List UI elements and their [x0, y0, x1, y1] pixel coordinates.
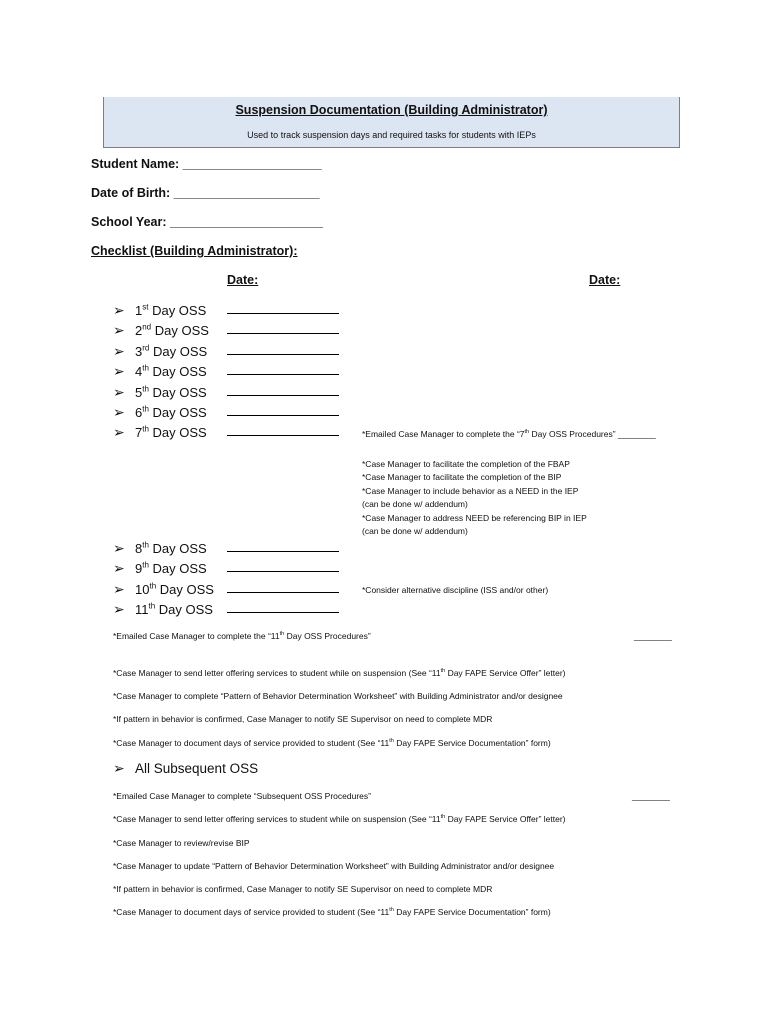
day-oss-item: [113, 539, 225, 557]
day-oss-text: Day OSS: [148, 540, 207, 556]
day-ordinal-suffix: rd: [142, 343, 150, 353]
day-ordinal-suffix: nd: [142, 322, 152, 332]
arrow-bullet-icon: ➢: [113, 539, 125, 556]
arrow-bullet-icon: ➢: [113, 321, 125, 338]
subsequent-oss-label: All Subsequent OSS: [135, 761, 259, 776]
day-oss-label: [135, 561, 225, 576]
eleventh-day-task: *Case Manager to complete “Pattern of Behavior Determination Worksheet” with Building Administrator and/or designee: [113, 691, 563, 701]
date-entry-line[interactable]: [227, 551, 339, 552]
school-year-field[interactable]: School Year: ______________________: [91, 215, 323, 229]
subsequent-task-post: Day FAPE Service Offer” letter): [445, 814, 566, 824]
subsequent-note-blank[interactable]: ________: [632, 791, 670, 801]
subsequent-task-sup: th: [440, 814, 446, 821]
day-oss-label: [135, 323, 225, 338]
day-oss-label: [135, 582, 225, 597]
day-number: 5: [135, 384, 143, 400]
student-name-field[interactable]: Student Name: ____________________: [91, 157, 322, 171]
day-number: 9: [135, 560, 143, 576]
seventh-day-note-sup: th: [524, 429, 530, 436]
checklist-heading: Checklist (Building Administrator):: [91, 244, 298, 258]
day-oss-item: [113, 423, 225, 441]
seventh-day-task: *Case Manager to facilitate the completion of the FBAP: [362, 459, 570, 469]
eleventh-day-task: [113, 668, 566, 678]
day-ordinal-suffix: th: [142, 540, 149, 550]
arrow-bullet-icon: ➢: [113, 423, 125, 440]
day-number: 6: [135, 404, 143, 420]
day-ordinal-suffix: th: [142, 424, 149, 434]
day-oss-text: Day OSS: [148, 302, 207, 318]
arrow-bullet-icon: ➢: [113, 362, 125, 379]
day-oss-item: [113, 600, 225, 618]
date-entry-line[interactable]: [227, 592, 339, 593]
day-number: 11: [135, 601, 149, 617]
eleventh-day-task-sup: th: [389, 738, 394, 745]
day-number: 10: [135, 581, 150, 597]
day-oss-item: [113, 559, 225, 577]
date-entry-line[interactable]: [227, 612, 339, 613]
arrow-bullet-icon: ➢: [113, 403, 125, 420]
eleventh-day-task-pre: *Case Manager to send letter offering services to student while on suspension (See “11: [113, 668, 441, 678]
day-number: 7: [135, 424, 143, 440]
subsequent-task: *Case Manager to review/revise BIP: [113, 838, 250, 848]
day-ordinal-suffix: th: [149, 581, 157, 591]
date-entry-line[interactable]: [227, 354, 339, 355]
day-oss-text: Day OSS: [149, 343, 208, 359]
date-of-birth-field[interactable]: Date of Birth: _____________________: [91, 186, 320, 200]
day-oss-label: [135, 602, 225, 617]
date-header-right: Date:: [589, 273, 621, 287]
eleventh-day-note: [113, 631, 371, 641]
seventh-day-note-post: Day OSS Procedures” ________: [529, 429, 656, 439]
day-ordinal-suffix: th: [148, 601, 156, 611]
seventh-day-task: *Case Manager to address NEED be referencing BIP in IEP: [362, 513, 587, 523]
day-oss-item: [113, 403, 225, 421]
day-number: 1: [135, 302, 143, 318]
day-oss-item: [113, 301, 225, 319]
day-ordinal-suffix: th: [142, 404, 149, 414]
seventh-day-note-pre: *Emailed Case Manager to complete the “7: [362, 429, 525, 439]
arrow-bullet-icon: ➢: [113, 342, 125, 359]
eleventh-day-note-sup: th: [279, 631, 285, 638]
day-oss-label: [135, 541, 225, 556]
date-header-left: Date:: [227, 273, 259, 287]
seventh-day-task: *Case Manager to include behavior as a NEED in the IEP: [362, 486, 579, 496]
day-oss-label: [135, 303, 225, 318]
day-number: 3: [135, 343, 143, 359]
eleventh-day-task-post: Day FAPE Service Offer” letter): [445, 668, 566, 678]
day-oss-label: [135, 405, 225, 420]
day-oss-item: [113, 321, 225, 339]
seventh-day-task: (can be done w/ addendum): [362, 526, 468, 536]
eleventh-day-task: *If pattern in behavior is confirmed, Case Manager to notify SE Supervisor on need to complete MDR: [113, 714, 493, 724]
arrow-bullet-icon: ➢: [113, 559, 125, 576]
day-number: 4: [135, 363, 143, 379]
date-entry-line[interactable]: [227, 333, 339, 334]
date-entry-line[interactable]: [227, 415, 339, 416]
subsequent-task: *If pattern in behavior is confirmed, Case Manager to notify SE Supervisor on need to complete MDR: [113, 884, 493, 894]
subsequent-task-post: Day FAPE Service Documentation” form): [393, 907, 551, 917]
seventh-day-note: [362, 429, 656, 439]
document-subtitle: Used to track suspension days and required tasks for students with IEPs: [247, 130, 536, 140]
day-oss-label: [135, 364, 225, 379]
date-entry-line[interactable]: [227, 313, 339, 314]
subsequent-task-pre: *Case Manager to send letter offering services to student while on suspension (See “11: [113, 814, 441, 824]
day-oss-text: Day OSS: [148, 424, 207, 440]
day-oss-text: Day OSS: [151, 322, 209, 338]
eleventh-day-note-post: Day OSS Procedures”: [284, 631, 371, 641]
document-header: [103, 97, 680, 148]
subsequent-task-sup: th: [389, 907, 394, 914]
day-oss-text: Day OSS: [155, 601, 213, 617]
day-oss-label: [135, 425, 225, 440]
day-oss-label: [135, 385, 225, 400]
arrow-bullet-icon: ➢: [113, 760, 125, 776]
eleventh-day-task-post: Day FAPE Service Documentation” form): [393, 738, 551, 748]
date-entry-line[interactable]: [227, 571, 339, 572]
date-entry-line[interactable]: [227, 374, 339, 375]
day-oss-text: Day OSS: [156, 581, 214, 597]
day-oss-label: [135, 344, 225, 359]
day-oss-text: Day OSS: [148, 404, 207, 420]
subsequent-task: [113, 907, 551, 917]
eleventh-day-task: [113, 738, 551, 748]
eleventh-day-task-sup: th: [440, 668, 446, 675]
seventh-day-task: (can be done w/ addendum): [362, 499, 468, 509]
eleventh-day-task-pre: *Case Manager to document days of service provided to student (See “11: [113, 738, 390, 748]
arrow-bullet-icon: ➢: [113, 580, 125, 597]
day-oss-text: Day OSS: [148, 384, 207, 400]
subsequent-note: *Emailed Case Manager to complete “Subsequent OSS Procedures”: [113, 791, 371, 801]
subsequent-task-pre: *Case Manager to document days of service provided to student (See “11: [113, 907, 390, 917]
day-oss-item: [113, 362, 225, 380]
tenth-day-note: *Consider alternative discipline (ISS and/or other): [362, 585, 549, 595]
day-ordinal-suffix: th: [142, 363, 149, 373]
day-oss-text: Day OSS: [148, 363, 207, 379]
eleventh-day-note-pre: *Emailed Case Manager to complete the “11: [113, 631, 280, 641]
day-oss-item: [113, 580, 225, 598]
date-entry-line[interactable]: [227, 395, 339, 396]
day-oss-item: [113, 383, 225, 401]
arrow-bullet-icon: ➢: [113, 600, 125, 617]
document-title: Suspension Documentation (Building Administrator): [235, 103, 548, 117]
subsequent-task: *Case Manager to update “Pattern of Behavior Determination Worksheet” with Building Administrator and/or designee: [113, 861, 555, 871]
day-ordinal-suffix: st: [142, 302, 149, 312]
day-oss-text: Day OSS: [148, 560, 207, 576]
seventh-day-task: *Case Manager to facilitate the completion of the BIP: [362, 472, 562, 482]
day-oss-item: [113, 342, 225, 360]
arrow-bullet-icon: ➢: [113, 301, 125, 318]
eleventh-day-note-blank[interactable]: ________: [634, 631, 672, 641]
day-number: 8: [135, 540, 143, 556]
day-ordinal-suffix: th: [142, 560, 149, 570]
day-number: 2: [135, 322, 143, 338]
subsequent-task: [113, 814, 566, 824]
date-entry-line[interactable]: [227, 435, 339, 436]
subsequent-oss-item: [113, 760, 258, 777]
arrow-bullet-icon: ➢: [113, 383, 125, 400]
day-ordinal-suffix: th: [142, 384, 149, 394]
